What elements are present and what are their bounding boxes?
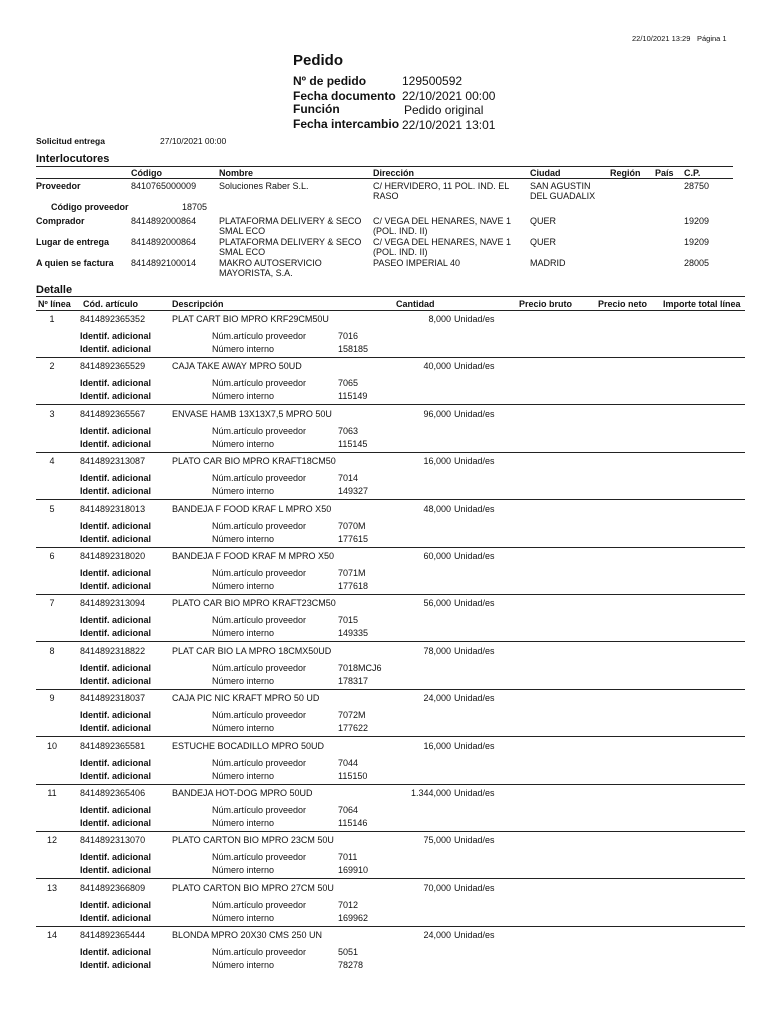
additional-id-label: Identif. adicional [80,534,152,544]
internal-number-label: Número interno [212,818,275,828]
additional-id-label: Identif. adicional [80,426,152,436]
internal-number: 169962 [338,913,369,923]
divider [36,310,745,311]
line-quantity: 75,000 [423,835,451,845]
line-quantity: 96,000 [423,409,451,419]
line-unit: Unidad/es [454,551,495,561]
article-code: 8414892313070 [80,835,146,845]
exchange-date-label: Fecha intercambio [293,117,400,131]
article-code: 8414892365567 [80,409,146,419]
divider [36,178,733,179]
additional-id-label: Identif. adicional [80,663,152,673]
line-number: 3 [49,409,55,419]
supplier-article-label: Núm.artículo proveedor [212,568,307,578]
line-number: 13 [46,883,57,893]
additional-id-label: Identif. adicional [80,439,152,449]
col-net-price: Precio neto [598,299,648,309]
additional-id-label: Identif. adicional [80,676,152,686]
line-description: BLONDA MPRO 20X30 CMS 250 UN [172,930,323,940]
line-divider [36,926,745,927]
party-code: 8414892100014 [131,258,197,268]
supplier-article-label: Núm.artículo proveedor [212,521,307,531]
print-datetime: 22/10/2021 13:29 [632,34,691,43]
line-quantity: 1.344,000 [410,788,451,798]
supplier-code-value: 18705 [182,202,208,212]
internal-number-label: Número interno [212,534,275,544]
line-description: PLATO CAR BIO MPRO KRAFT18CM50 [172,456,336,466]
line-divider [36,452,745,453]
party-address: PASEO IMPERIAL 40 [373,258,461,268]
order-number-label: Nº de pedido [293,74,367,88]
line-unit: Unidad/es [454,693,495,703]
party-address: C/ VEGA DEL HENARES, NAVE 1 (POL. IND. II) [373,237,512,257]
line-divider [36,641,745,642]
line-quantity: 60,000 [423,551,451,561]
supplier-article-number: 7018MCJ6 [338,663,382,673]
internal-number: 149327 [338,486,369,496]
line-description: BANDEJA HOT-DOG MPRO 50UD [172,788,313,798]
party-code: 8414892000864 [131,216,197,226]
internal-number-label: Número interno [212,486,275,496]
line-description: PLAT CART BIO MPRO KRF29CM50U [172,314,329,324]
line-unit: Unidad/es [454,314,495,324]
line-number: 14 [46,930,57,940]
additional-id-label: Identif. adicional [80,852,152,862]
additional-id-label: Identif. adicional [80,486,152,496]
additional-id-label: Identif. adicional [80,913,152,923]
additional-id-label: Identif. adicional [80,628,152,638]
line-unit: Unidad/es [454,361,495,371]
additional-id-label: Identif. adicional [80,805,152,815]
additional-id-label: Identif. adicional [80,473,152,483]
supplier-article-label: Núm.artículo proveedor [212,852,307,862]
line-quantity: 16,000 [423,741,451,751]
line-number: 11 [47,788,57,798]
internal-number-label: Número interno [212,344,275,354]
additional-id-label: Identif. adicional [80,723,152,733]
additional-id-label: Identif. adicional [80,710,152,720]
party-city: QUER [530,237,557,247]
line-unit: Unidad/es [454,598,495,608]
col-region: Región [610,168,641,178]
col-gross-price: Precio bruto [519,299,573,309]
additional-id-label: Identif. adicional [80,378,152,388]
line-number: 12 [46,835,57,845]
party-address: C/ HERVIDERO, 11 POL. IND. EL RASO [373,181,509,201]
line-divider [36,547,745,548]
supplier-article-number: 7044 [338,758,359,768]
line-divider [36,689,745,690]
supplier-article-label: Núm.artículo proveedor [212,378,307,388]
col-description: Descripción [172,299,224,309]
col-article-code: Cód. artículo [83,299,139,309]
internal-number: 115149 [338,391,368,401]
line-divider [36,736,745,737]
line-unit: Unidad/es [454,883,495,893]
line-unit: Unidad/es [454,930,495,940]
line-unit: Unidad/es [454,409,495,419]
party-address: C/ VEGA DEL HENARES, NAVE 1 (POL. IND. II) [373,216,512,236]
additional-id-label: Identif. adicional [80,900,152,910]
line-divider [36,404,745,405]
supplier-article-label: Núm.artículo proveedor [212,900,307,910]
supplier-article-number: 7014 [338,473,359,483]
supplier-article-label: Núm.artículo proveedor [212,473,307,483]
internal-number: 169910 [338,865,369,875]
additional-id-label: Identif. adicional [80,581,152,591]
internal-number-label: Número interno [212,865,275,875]
col-direccion: Dirección [373,168,415,178]
internal-number-label: Número interno [212,960,275,970]
supplier-article-label: Núm.artículo proveedor [212,663,307,673]
article-code: 8414892313094 [80,598,146,608]
delivery-request-label: Solicitud entrega [36,136,105,146]
interlocutores-title: Interlocutores [36,153,110,165]
party-role: Lugar de entrega [36,237,110,247]
additional-id-label: Identif. adicional [80,771,152,781]
line-description: CAJA TAKE AWAY MPRO 50UD [172,361,302,371]
line-number: 9 [49,693,55,703]
col-line-total: Importe total línea [663,299,741,309]
line-unit: Unidad/es [454,504,495,514]
article-code: 8414892318037 [80,693,146,703]
article-code: 8414892365444 [80,930,146,940]
line-quantity: 24,000 [423,930,451,940]
detalle-title: Detalle [36,284,73,296]
internal-number-label: Número interno [212,771,275,781]
additional-id-label: Identif. adicional [80,865,152,875]
party-role: Comprador [36,216,85,226]
line-quantity: 16,000 [423,456,451,466]
additional-id-label: Identif. adicional [80,758,152,768]
internal-number: 177622 [338,723,369,733]
article-code: 8414892318013 [80,504,146,514]
additional-id-label: Identif. adicional [80,568,152,578]
supplier-article-label: Núm.artículo proveedor [212,710,307,720]
line-quantity: 78,000 [423,646,451,656]
internal-number: 78278 [338,960,364,970]
line-description: CAJA PIC NIC KRAFT MPRO 50 UD [172,693,320,703]
article-code: 8414892365406 [80,788,146,798]
party-postal-code: 19209 [684,237,710,247]
line-divider [36,831,745,832]
supplier-article-number: 7011 [338,852,358,862]
internal-number: 115145 [338,439,368,449]
supplier-article-label: Núm.artículo proveedor [212,947,307,957]
line-quantity: 56,000 [423,598,451,608]
internal-number-label: Número interno [212,676,275,686]
delivery-request-value: 27/10/2021 00:00 [160,136,227,146]
line-number: 7 [49,598,55,608]
line-description: ESTUCHE BOCADILLO MPRO 50UD [172,741,325,751]
supplier-article-number: 7065 [338,378,359,388]
party-postal-code: 19209 [684,216,710,226]
party-name: Soluciones Raber S.L. [219,181,309,191]
party-name: PLATAFORMA DELIVERY & SECO SMAL ECO [219,237,362,257]
supplier-article-number: 7016 [338,331,359,341]
supplier-article-label: Núm.artículo proveedor [212,615,307,625]
document-date-value: 22/10/2021 00:00 [402,89,496,103]
additional-id-label: Identif. adicional [80,960,152,970]
col-line-number: Nº línea [38,299,71,309]
line-number: 10 [46,741,57,751]
supplier-article-number: 5051 [338,947,359,957]
party-name: PLATAFORMA DELIVERY & SECO SMAL ECO [219,216,362,236]
line-number: 4 [49,456,55,466]
divider [36,166,733,167]
internal-number-label: Número interno [212,913,275,923]
article-code: 8414892366809 [80,883,146,893]
line-quantity: 8,000 [428,314,451,324]
article-code: 8414892318822 [80,646,146,656]
exchange-date-value: 22/10/2021 13:01 [402,118,496,132]
line-description: PLATO CARTON BIO MPRO 27CM 50U [172,883,334,893]
page-number: Página 1 [697,34,727,43]
line-description: PLATO CARTON BIO MPRO 23CM 50U [172,835,334,845]
page-title: Pedido [293,52,344,69]
function-label: Función [293,102,340,116]
function-value: Pedido original [404,103,484,117]
party-city: SAN AGUSTIN DEL GUADALIX [530,181,596,201]
line-quantity: 40,000 [423,361,451,371]
line-divider [36,357,745,358]
line-number: 1 [49,314,55,324]
article-code: 8414892365529 [80,361,146,371]
internal-number: 115146 [338,818,368,828]
line-unit: Unidad/es [454,456,495,466]
document-date-label: Fecha documento [293,89,396,103]
supplier-article-label: Núm.artículo proveedor [212,805,307,815]
col-pais: País [655,168,674,178]
line-description: BANDEJA F FOOD KRAF L MPRO X50 [172,504,332,514]
additional-id-label: Identif. adicional [80,615,152,625]
party-city: MADRID [530,258,566,268]
party-code: 8414892000864 [131,237,197,247]
line-description: BANDEJA F FOOD KRAF M MPRO X50 [172,551,335,561]
internal-number: 177615 [338,534,369,544]
line-description: PLAT CAR BIO LA MPRO 18CMX50UD [172,646,332,656]
col-ciudad: Ciudad [530,168,561,178]
supplier-article-number: 7012 [338,900,359,910]
party-city: QUER [530,216,557,226]
internal-number: 149335 [338,628,369,638]
party-name: MAKRO AUTOSERVICIO MAYORISTA, S.A. [219,258,322,278]
col-cp: C.P. [684,168,701,178]
line-divider [36,499,745,500]
supplier-article-label: Núm.artículo proveedor [212,758,307,768]
col-quantity: Cantidad [396,299,435,309]
supplier-article-number: 7063 [338,426,359,436]
article-code: 8414892365352 [80,314,146,324]
supplier-article-number: 7071M [338,568,366,578]
line-number: 8 [49,646,55,656]
line-divider [36,594,745,595]
line-description: PLATO CAR BIO MPRO KRAFT23CM50 [172,598,336,608]
supplier-article-label: Núm.artículo proveedor [212,331,307,341]
line-quantity: 48,000 [423,504,451,514]
internal-number-label: Número interno [212,439,275,449]
internal-number: 177618 [338,581,369,591]
divider [36,296,745,297]
line-quantity: 24,000 [423,693,451,703]
order-number-value: 129500592 [402,74,463,88]
internal-number: 115150 [338,771,368,781]
additional-id-label: Identif. adicional [80,331,152,341]
party-postal-code: 28005 [684,258,710,268]
col-codigo: Código [131,168,162,178]
additional-id-label: Identif. adicional [80,947,152,957]
internal-number: 178317 [338,676,369,686]
line-unit: Unidad/es [454,788,495,798]
line-unit: Unidad/es [454,741,495,751]
line-number: 2 [49,361,55,371]
line-number: 6 [49,551,55,561]
article-code: 8414892365581 [80,741,146,751]
additional-id-label: Identif. adicional [80,818,152,828]
party-code: 8410765000009 [131,181,197,191]
internal-number-label: Número interno [212,723,275,733]
line-divider [36,878,745,879]
supplier-article-label: Núm.artículo proveedor [212,426,307,436]
supplier-code-label: Código proveedor [51,202,129,212]
line-unit: Unidad/es [454,835,495,845]
party-postal-code: 28750 [684,181,710,191]
line-unit: Unidad/es [454,646,495,656]
supplier-article-number: 7072M [338,710,366,720]
col-nombre: Nombre [219,168,254,178]
article-code: 8414892318020 [80,551,146,561]
line-description: ENVASE HAMB 13X13X7,5 MPRO 50U [172,409,332,419]
party-role: Proveedor [36,181,81,191]
article-code: 8414892313087 [80,456,146,466]
additional-id-label: Identif. adicional [80,391,152,401]
supplier-article-number: 7015 [338,615,359,625]
line-divider [36,784,745,785]
supplier-article-number: 7070M [338,521,366,531]
supplier-article-number: 7064 [338,805,359,815]
line-number: 5 [49,504,55,514]
internal-number-label: Número interno [212,628,275,638]
additional-id-label: Identif. adicional [80,344,152,354]
additional-id-label: Identif. adicional [80,521,152,531]
line-quantity: 70,000 [423,883,451,893]
internal-number-label: Número interno [212,581,275,591]
internal-number: 158185 [338,344,369,354]
party-role: A quien se factura [36,258,114,268]
internal-number-label: Número interno [212,391,275,401]
